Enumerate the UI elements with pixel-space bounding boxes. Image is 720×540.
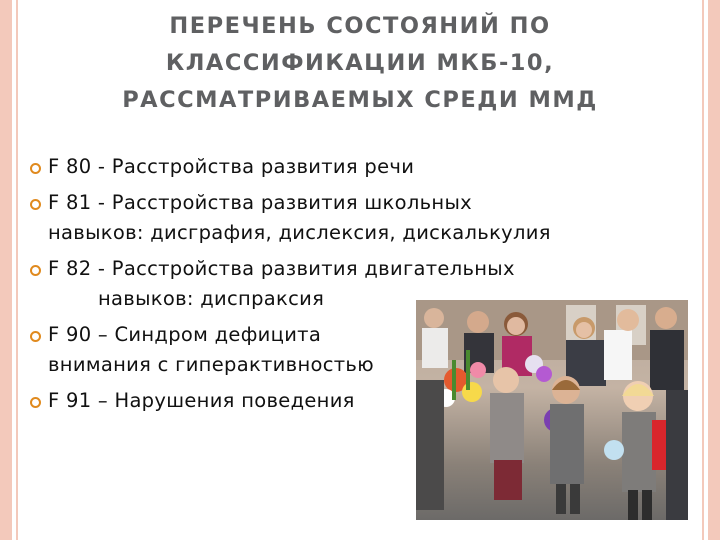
bullet-text: F 82 - Расстройства развития двигательных: [48, 257, 515, 280]
bullet-item: [30, 188, 690, 248]
bullet-text: F 91 – Нарушения поведения: [48, 389, 355, 412]
title-line: ПЕРЕЧЕНЬ СОСТОЯНИЙ ПО: [169, 13, 551, 39]
bullet-item: [30, 152, 690, 182]
frame-right: [708, 0, 720, 540]
bullet-text: F 90 – Синдром дефицита: [48, 323, 322, 346]
title-line: РАССМАТРИВАЕМЫХ СРЕДИ ММД: [122, 87, 598, 113]
frame-left: [0, 0, 12, 540]
bullet-text-continuation: навыков: диспраксия: [98, 287, 325, 310]
frame-right-line: [702, 0, 704, 540]
slide-title: [40, 8, 680, 119]
title-line: КЛАССИФИКАЦИИ МКБ-10,: [165, 50, 555, 76]
bullet-circle-icon: [30, 199, 41, 210]
bullet-text: F 81 - Расстройства развития школьных: [48, 191, 472, 214]
photo-illustration: [416, 300, 688, 520]
frame-left-line: [16, 0, 18, 540]
bullet-text: F 80 - Расстройства развития речи: [48, 155, 415, 178]
bullet-circle-icon: [30, 265, 41, 276]
bullet-circle-icon: [30, 397, 41, 408]
schoolchildren-photo: [416, 300, 688, 520]
bullet-text-continuation: навыков: дисграфия, дислексия, дискалькулия: [48, 221, 551, 244]
bullet-circle-icon: [30, 331, 41, 342]
bullet-text-continuation: внимания с гиперактивностью: [48, 353, 374, 376]
bullet-circle-icon: [30, 163, 41, 174]
